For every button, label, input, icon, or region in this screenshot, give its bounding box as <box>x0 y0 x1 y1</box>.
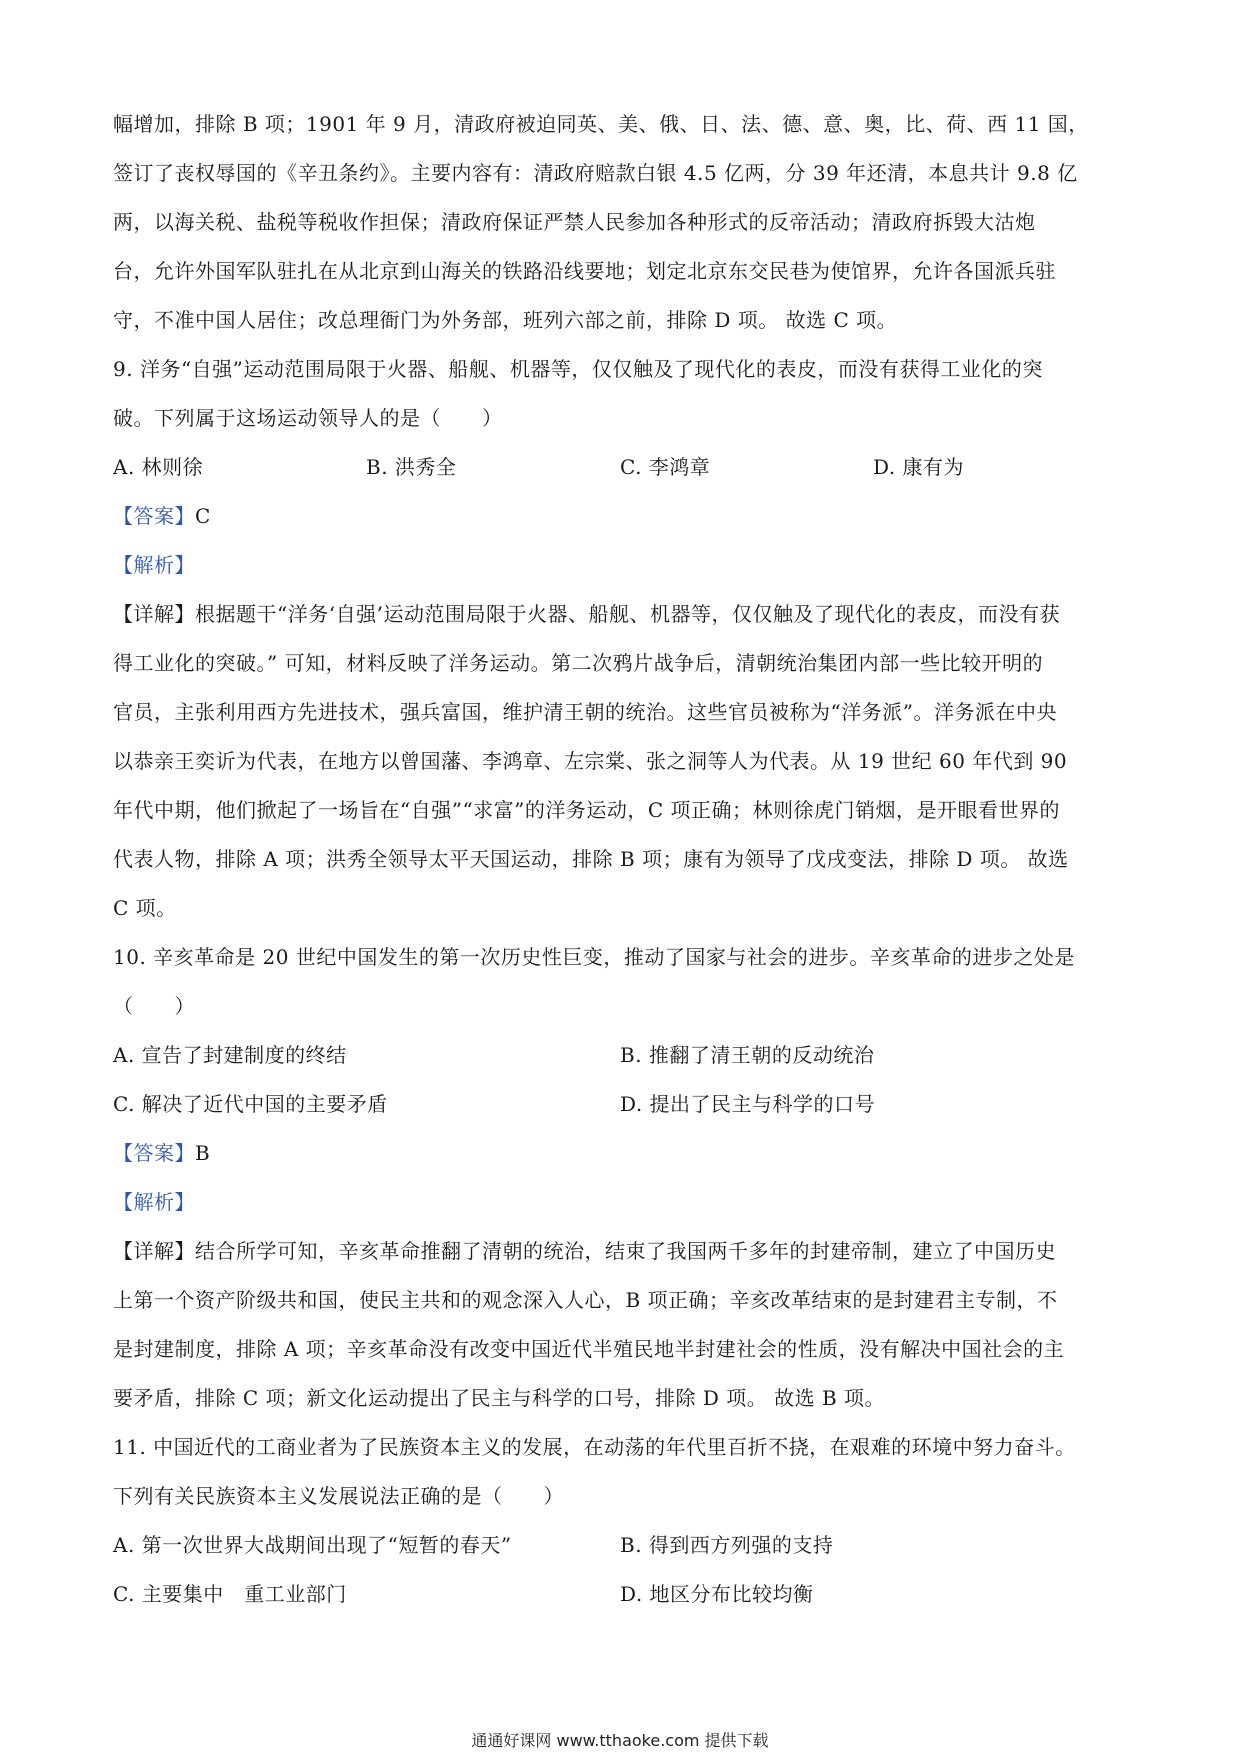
option-d: D. 提出了民主与科学的口号 <box>620 1092 876 1116</box>
text-line: 要矛盾，排除 C 项；新文化运动提出了民主与科学的口号，排除 D 项。 故选 B 项。 <box>113 1386 886 1410</box>
detail-label: 【详解】 <box>113 602 195 626</box>
text-line: 守，不准中国人居住；改总理衙门为外务部，班列六部之前，排除 D 项。 故选 C 项。 <box>113 308 898 332</box>
option-d: D. 地区分布比较均衡 <box>620 1582 814 1606</box>
options-row <box>113 1031 1133 1080</box>
text-line: 两，以海关税、盐税等税收作担保；清政府保证严禁人民参加各种形式的反帝活动；清政府拆毁大沽炮 <box>113 210 1036 234</box>
option-c: C. 主要集中 重工业部门 <box>113 1582 347 1606</box>
question-stem: 9. 洋务“自强”运动范围局限于火器、船舰、机器等，仅仅触及了现代化的表皮，而没有获得工业化的突 <box>113 357 1043 381</box>
detail-text: 结合所学可知，辛亥革命推翻了清朝的统治，结束了我国两千多年的封建帝制，建立了中国历史 <box>195 1239 1056 1263</box>
answer-line <box>113 1129 1133 1178</box>
option-c: C. 解决了近代中国的主要矛盾 <box>113 1092 388 1116</box>
answer-value: B <box>195 1141 211 1165</box>
analysis-heading <box>113 1178 1133 1227</box>
text-line: C 项。 <box>113 896 177 920</box>
question-stem: 下列有关民族资本主义发展说法正确的是（ ） <box>113 1484 564 1508</box>
question-11 <box>113 1423 1133 1619</box>
option-a: A. 林则徐 <box>113 455 204 479</box>
options-row <box>113 443 1133 492</box>
question-9 <box>113 345 1133 933</box>
detail-line <box>113 590 1133 639</box>
question-stem: （ ） <box>113 994 195 1018</box>
question-stem: 11. 中国近代的工商业者为了民族资本主义的发展，在动荡的年代里百折不挠，在艰难的环境中努力奋斗。 <box>113 1435 1076 1459</box>
text-line: 得工业化的突破。” 可知，材料反映了洋务运动。第二次鸦片战争后，清朝统治集团内部一些比较开明的 <box>113 651 1044 675</box>
q8-analysis-tail <box>113 100 1133 345</box>
text-line: 代表人物，排除 A 项；洪秀全领导太平天国运动，排除 B 项；康有为领导了戊戌变法，排除 D 项。 故选 <box>113 847 1069 871</box>
option-a: A. 宣告了封建制度的终结 <box>113 1043 347 1067</box>
question-stem: 10. 辛亥革命是 20 世纪中国发生的第一次历史性巨变，推动了国家与社会的进步。辛亥革命的进步之处是 <box>113 945 1075 969</box>
detail-line <box>113 1227 1133 1276</box>
question-stem: 破。下列属于这场运动领导人的是（ ） <box>113 406 503 430</box>
option-d: D. 康有为 <box>873 455 965 479</box>
detail-text: 根据题干“洋务‘自强’运动范围局限于火器、船舰、机器等，仅仅触及了现代化的表皮，而没有获 <box>195 602 1060 626</box>
text-line: 上第一个资产阶级共和国，使民主共和的观念深入人心，B 项正确；辛亥改革结束的是封建君主专制，不 <box>113 1288 1058 1312</box>
answer-label: 【答案】 <box>113 1141 195 1165</box>
analysis-label: 【解析】 <box>113 1190 195 1214</box>
analysis-label: 【解析】 <box>113 553 195 577</box>
option-a: A. 第一次世界大战期间出现了“短暂的春天” <box>113 1533 512 1557</box>
option-b: B. 洪秀全 <box>366 455 457 479</box>
options-row <box>113 1570 1133 1619</box>
answer-line <box>113 492 1133 541</box>
options-row <box>113 1521 1133 1570</box>
answer-value: C <box>195 504 211 528</box>
text-line: 幅增加，排除 B 项；1901 年 9 月，清政府被迫同英、美、俄、日、法、德、意、奥，比、荷、西 11 国， <box>113 112 1089 136</box>
text-line: 年代中期，他们掀起了一场旨在“自强”“求富”的洋务运动，C 项正确；林则徐虎门销烟，是开眼看世界的 <box>113 798 1061 822</box>
text-line: 台，允许外国军队驻扎在从北京到山海关的铁路沿线要地；划定北京东交民巷为使馆界，允许各国派兵驻 <box>113 259 1056 283</box>
detail-label: 【详解】 <box>113 1239 195 1263</box>
text-line: 签订了丧权辱国的《辛丑条约》。主要内容有：清政府赔款白银 4.5 亿两，分 39 年还清，本息共计 9.8 亿 <box>113 161 1078 185</box>
text-line: 是封建制度，排除 A 项；辛亥革命没有改变中国近代半殖民地半封建社会的性质，没有解决中国社会的主 <box>113 1337 1065 1361</box>
analysis-heading <box>113 541 1133 590</box>
text-line: 以恭亲王奕䜣为代表，在地方以曾国藩、李鸿章、左宗棠、张之洞等人为代表。从 19 世纪 60 年代到 90 <box>113 749 1068 773</box>
question-10 <box>113 933 1133 1423</box>
page-footer: 通通好课网 www.tthaoke.com 提供下载 <box>471 1731 769 1750</box>
option-b: B. 推翻了清王朝的反动统治 <box>620 1043 875 1067</box>
option-b: B. 得到西方列强的支持 <box>620 1533 834 1557</box>
text-line: 官员，主张利用西方先进技术，强兵富国，维护清王朝的统治。这些官员被称为“洋务派”。洋务派在中央 <box>113 700 1057 724</box>
option-c: C. 李鸿章 <box>620 455 711 479</box>
document-page <box>113 100 1133 1619</box>
answer-label: 【答案】 <box>113 504 195 528</box>
options-row <box>113 1080 1133 1129</box>
